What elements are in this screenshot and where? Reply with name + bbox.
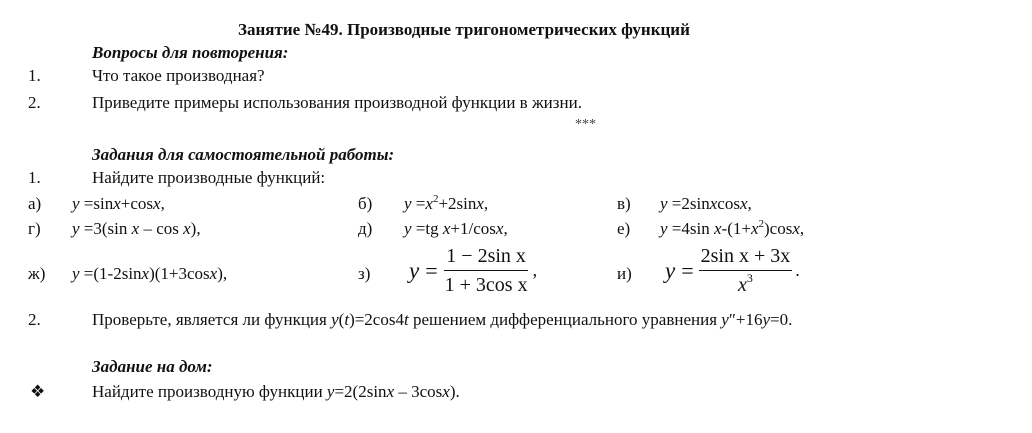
function-v: y =2sinxcosx,	[660, 194, 752, 213]
label-e: е)	[617, 219, 631, 238]
function-z: y = $\frac{\text{1 − 2sin x}}{\text{1 + 3cos x}}$ ,	[409, 245, 538, 296]
function-b: $y =x^2+2\sin x$,	[404, 193, 489, 213]
function-i: y = $\frac{\text{2sin x + 3x}}{x^3}$ .	[665, 245, 800, 296]
review-item-2-number: 2.	[28, 93, 41, 112]
review-item-1-number: 1.	[28, 66, 41, 85]
review-heading: Вопросы для повторения:	[92, 43, 289, 62]
label-i: и)	[617, 264, 632, 283]
homework-text: Найдите производную функции y=2(2sinx – 3cosx).	[92, 382, 460, 401]
task-2-text: Проверьте, является ли функция y(t)=2cos4t решением дифференциального уравнения y″+16y=0.	[92, 310, 793, 329]
label-z: з)	[358, 264, 371, 283]
page-title: Занятие №49. Производные тригонометрических функций	[238, 20, 690, 39]
label-g: г)	[28, 219, 41, 238]
function-i-denominator: $x^3$	[738, 271, 753, 296]
function-g: y =3(sin x – cos x),	[72, 219, 201, 238]
tasks-heading: Задания для самостоятельной работы:	[92, 145, 395, 164]
label-zh: ж)	[28, 264, 46, 283]
section-separator: ***	[575, 117, 596, 132]
task-2-number: 2.	[28, 310, 41, 329]
label-a: а)	[28, 194, 42, 213]
label-b: б)	[358, 194, 373, 213]
review-item-2-text: Приведите примеры использования производной функции в жизни.	[92, 93, 582, 112]
homework-heading: Задание на дом:	[92, 357, 213, 376]
diamond-bullet-icon: ❖	[30, 382, 46, 401]
label-v: в)	[617, 194, 631, 213]
function-z-denominator: 1 + 3cos x	[444, 274, 528, 296]
function-d: y =tg x+1/cosx,	[404, 219, 508, 238]
task-1-text: Найдите производные функций:	[92, 168, 326, 187]
label-d: д)	[358, 219, 373, 238]
function-zh: y =(1-2sinx)(1+3cosx),	[72, 264, 228, 283]
function-e: y =4sin $x-(1+x^2)\cos x$,	[660, 218, 805, 238]
task-1-number: 1.	[28, 168, 41, 187]
function-z-numerator: 1 − 2sin x	[444, 244, 528, 271]
function-a: y =sinx+cosx,	[72, 194, 165, 213]
function-i-numerator: 2sin x + 3x	[699, 244, 793, 271]
review-item-1-text: Что такое производная?	[92, 66, 265, 85]
